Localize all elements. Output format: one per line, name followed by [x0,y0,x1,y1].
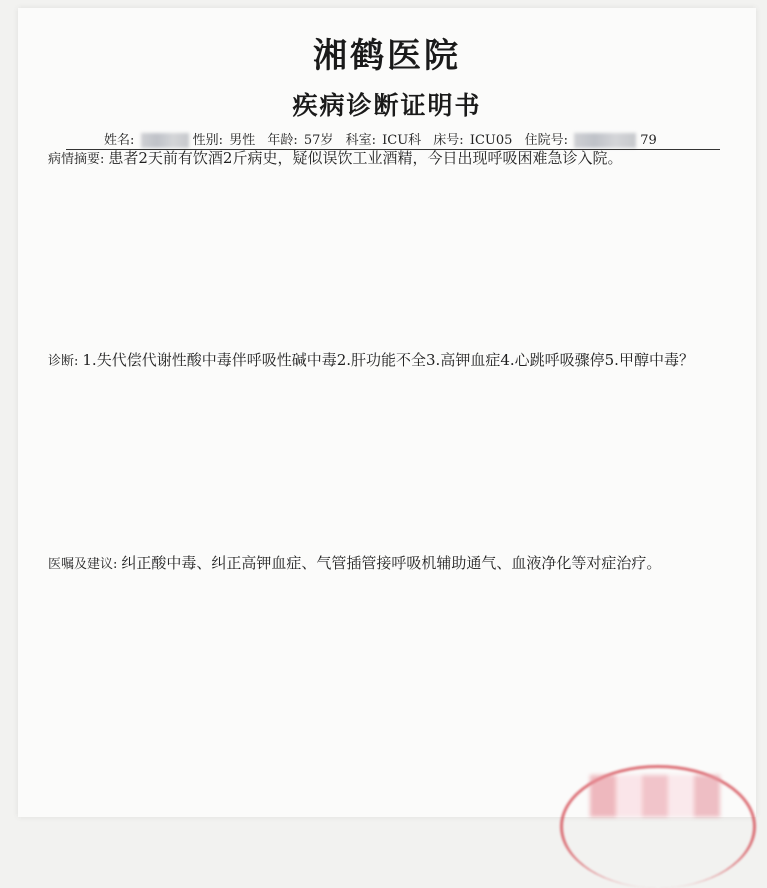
certificate-page [18,8,756,817]
diagnosis-text: 1.失代偿代谢性酸中毒伴呼吸性碱中毒2.肝功能不全3.高钾血症4.心跳呼吸骤停5.甲醇中毒？ [82,351,694,369]
advice-text: 纠正酸中毒、纠正高钾血症、气管插管接呼吸机辅助通气、血液净化等对症治疗。 [121,554,662,572]
redacted-name [141,133,189,148]
summary-section [48,148,708,170]
admission-label: 住院号: [524,133,568,148]
dept-value: ICU科 [382,133,422,148]
age-value: 57岁 [303,133,334,148]
redacted-admission-number [574,133,636,148]
age-label: 年龄: [267,133,298,148]
bed-value: ICU05 [469,133,513,148]
dept-label: 科室: [345,133,376,148]
bed-label: 床号: [433,133,464,148]
admission-suffix: 79 [640,133,657,148]
patient-info-line [104,129,744,148]
document-title: 疾病诊断证明书 [292,91,482,120]
sex-value: 男性 [229,133,256,148]
diagnosis-section [48,350,708,372]
summary-label: 病情摘要: [48,152,105,167]
advice-section [48,553,708,575]
name-label: 姓名: [104,133,135,148]
diagnosis-label: 诊断: [48,354,79,369]
summary-text: 患者2天前有饮酒2斤病史，疑似误饮工业酒精，今日出现呼吸困难急诊入院。 [108,149,623,167]
advice-label: 医嘱及建议: [48,557,118,572]
hospital-name: 湘鹤医院 [313,36,461,76]
redacted-seal-mosaic [590,775,720,817]
sex-label: 性别: [192,133,224,148]
